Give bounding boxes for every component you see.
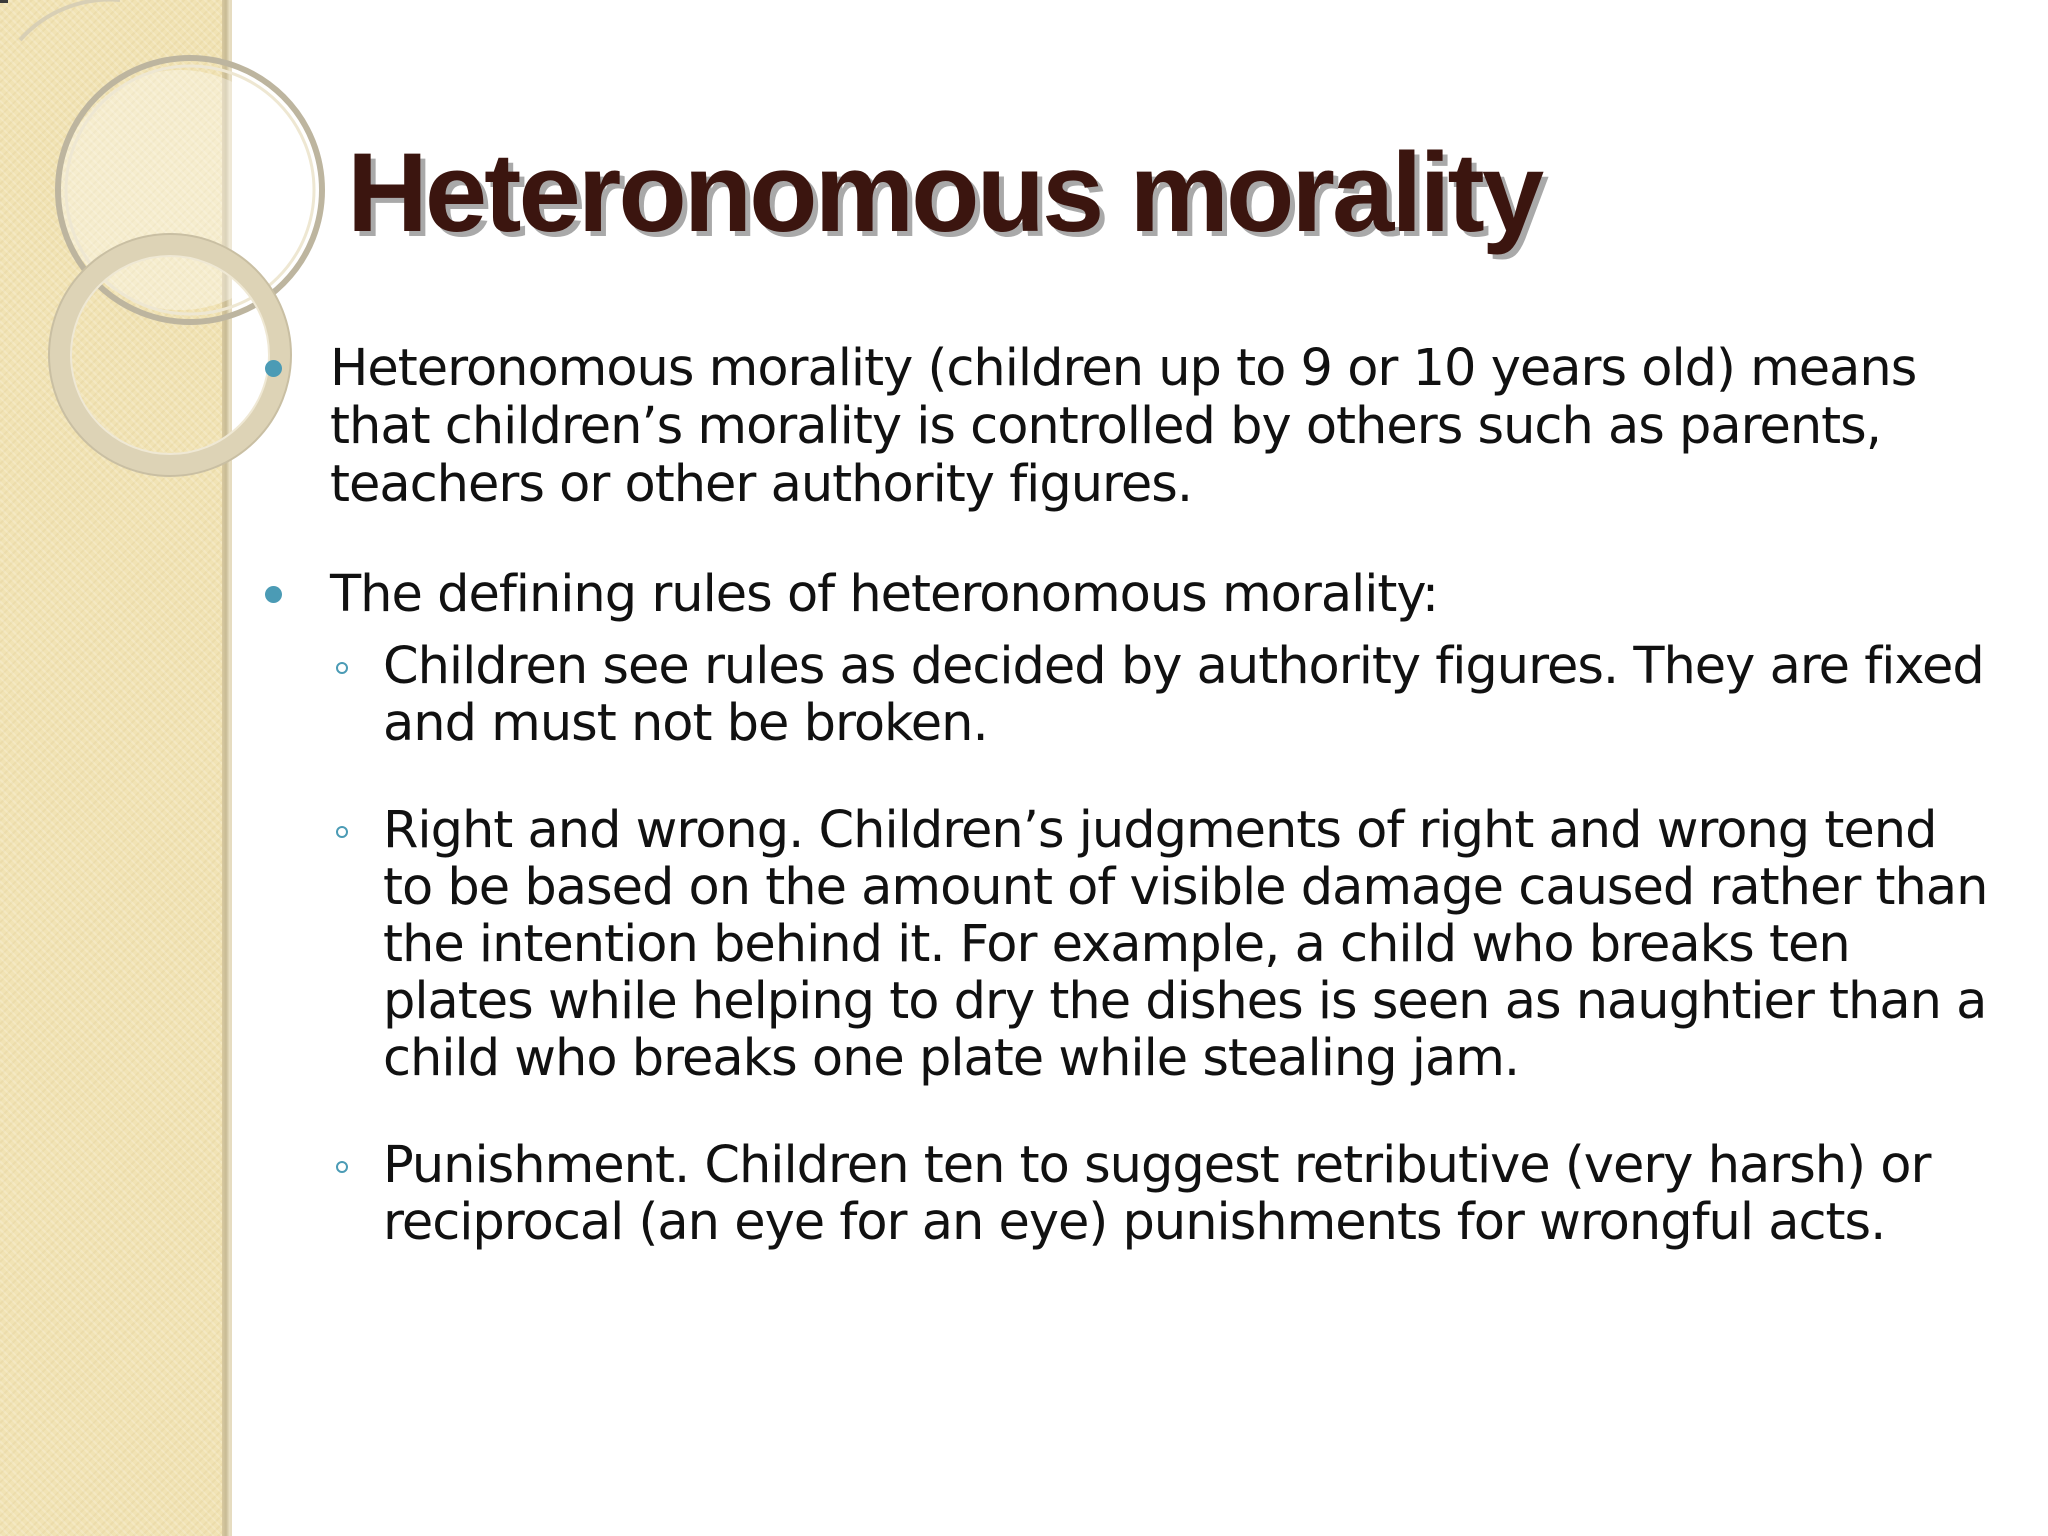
hollow-circle-bullet-icon [336, 1161, 348, 1173]
bullet-dot-icon [265, 360, 282, 377]
corner-mark [0, 0, 8, 3]
slide-title: Heteronomous morality [347, 130, 1542, 255]
bullet-dot-icon [265, 586, 282, 603]
sub-bullet-list [260, 638, 2000, 1251]
slide-content [260, 340, 2000, 1251]
sub-bullet-text: Right and wrong. Children’s judgments of right and wrong tend to be based on the amount of visible damage caused rather than the intention behind it. For example, a child who breaks ten plates while helping to dry the dishes is seen as naughtier than a child who breaks one plate while stealing jam. [383, 801, 1988, 1088]
sub-bullet-text: Children see rules as decided by authority figures. They are fixed and must not be broken. [383, 637, 1984, 753]
sidebar-edge [222, 0, 230, 1536]
sub-bullet-text: Punishment. Children ten to suggest retributive (very harsh) or reciprocal (an eye for an eye) punishments for wrongful acts. [383, 1136, 1931, 1252]
bullet-item [260, 566, 2000, 624]
decorative-sidebar [0, 0, 228, 1536]
bullet-text: Heteronomous morality (children up to 9 or 10 years old) means that children’s morality is controlled by others such as parents, teachers or other authority figures. [330, 339, 1917, 514]
hollow-circle-bullet-icon [336, 662, 348, 674]
sub-bullet-item [322, 638, 2000, 752]
sub-bullet-item [322, 1137, 2000, 1251]
hollow-circle-bullet-icon [336, 826, 348, 838]
bullet-text: The defining rules of heteronomous morality: [330, 565, 1439, 624]
sidebar-edge-line [230, 0, 232, 1536]
bullet-item [260, 340, 2000, 514]
sub-bullet-item [322, 802, 2000, 1087]
